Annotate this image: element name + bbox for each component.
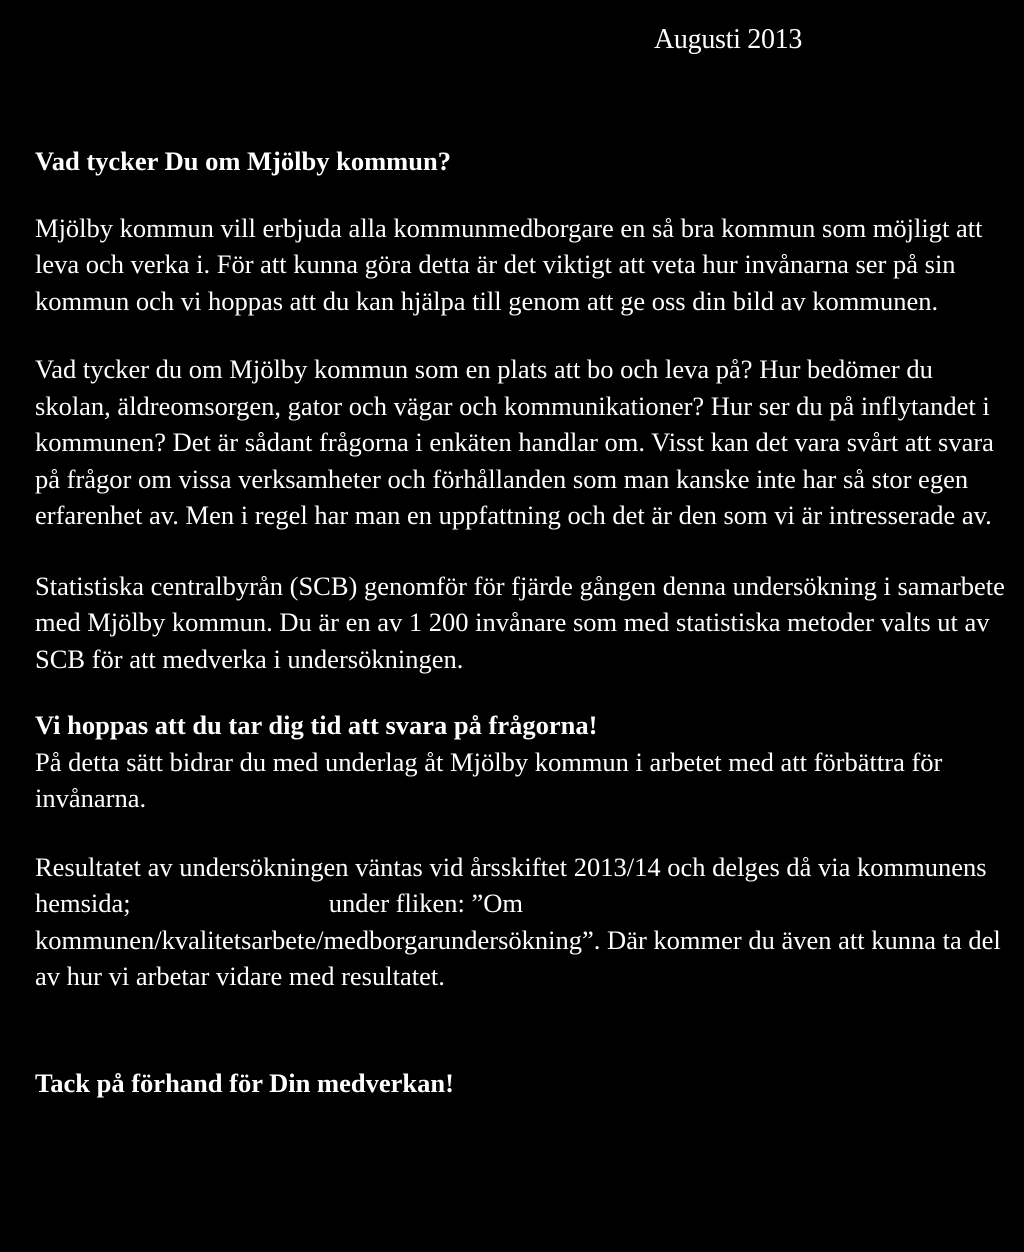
appeal-heading: Vi hoppas att du tar dig tid att svara på frågorna! [35, 710, 598, 740]
letter-body [35, 143, 1010, 1101]
results-paragraph [35, 849, 1010, 995]
results-text-end: under fliken: ”Om kommunen/kvalitetsarbete/medborgarundersökning”. Där kommer du även att kunna ta del av hur vi arbetar vidare med resultatet. [35, 888, 1001, 991]
letter-date: Augusti 2013 [654, 24, 803, 55]
letter-title: Vad tycker Du om Mjölby kommun? [35, 146, 451, 176]
intro-paragraph: Mjölby kommun vill erbjuda alla kommunmedborgare en så bra kommun som möjligt att leva och verka i. För att kunna göra detta är det viktigt att veta hur invånarna ser på sin kommun och vi hoppas att du kan hjälpa till genom att ge oss din bild av kommunen. [35, 212, 983, 316]
scb-paragraph: Statistiska centralbyrån (SCB) genomför för fjärde gången denna undersökning i samarbete med Mjölby kommun. Du är en av 1 200 invånare som med statistiska metoder valts ut av SCB för att medverka i undersökningen. [35, 570, 1005, 674]
results-text-start: Resultatet av undersökningen väntas vid årsskiftet 2013/14 och delges då via kommunens hemsida; [35, 851, 987, 918]
questions-paragraph: Vad tycker du om Mjölby kommun som en plats att bo och leva på? Hur bedömer du skolan, äldreomsorgen, gator och vägar och kommunikationer? Hur ser du på inflytandet i kommunen? Det är sådant frågorna i enkäten handlar om. Visst kan det vara svårt att svara på frågor om vissa verksamheter och förhållanden som man kanske inte har så stor egen erfarenhet av. Men i regel har man en uppfattning och det är den som vi är intresserade av. [35, 354, 994, 530]
closing-line: Tack på förhand för Din medverkan! [35, 1067, 454, 1098]
contribution-paragraph: På detta sätt bidrar du med underlag åt Mjölby kommun i arbetet med att förbättra för invånarna. [35, 746, 943, 813]
